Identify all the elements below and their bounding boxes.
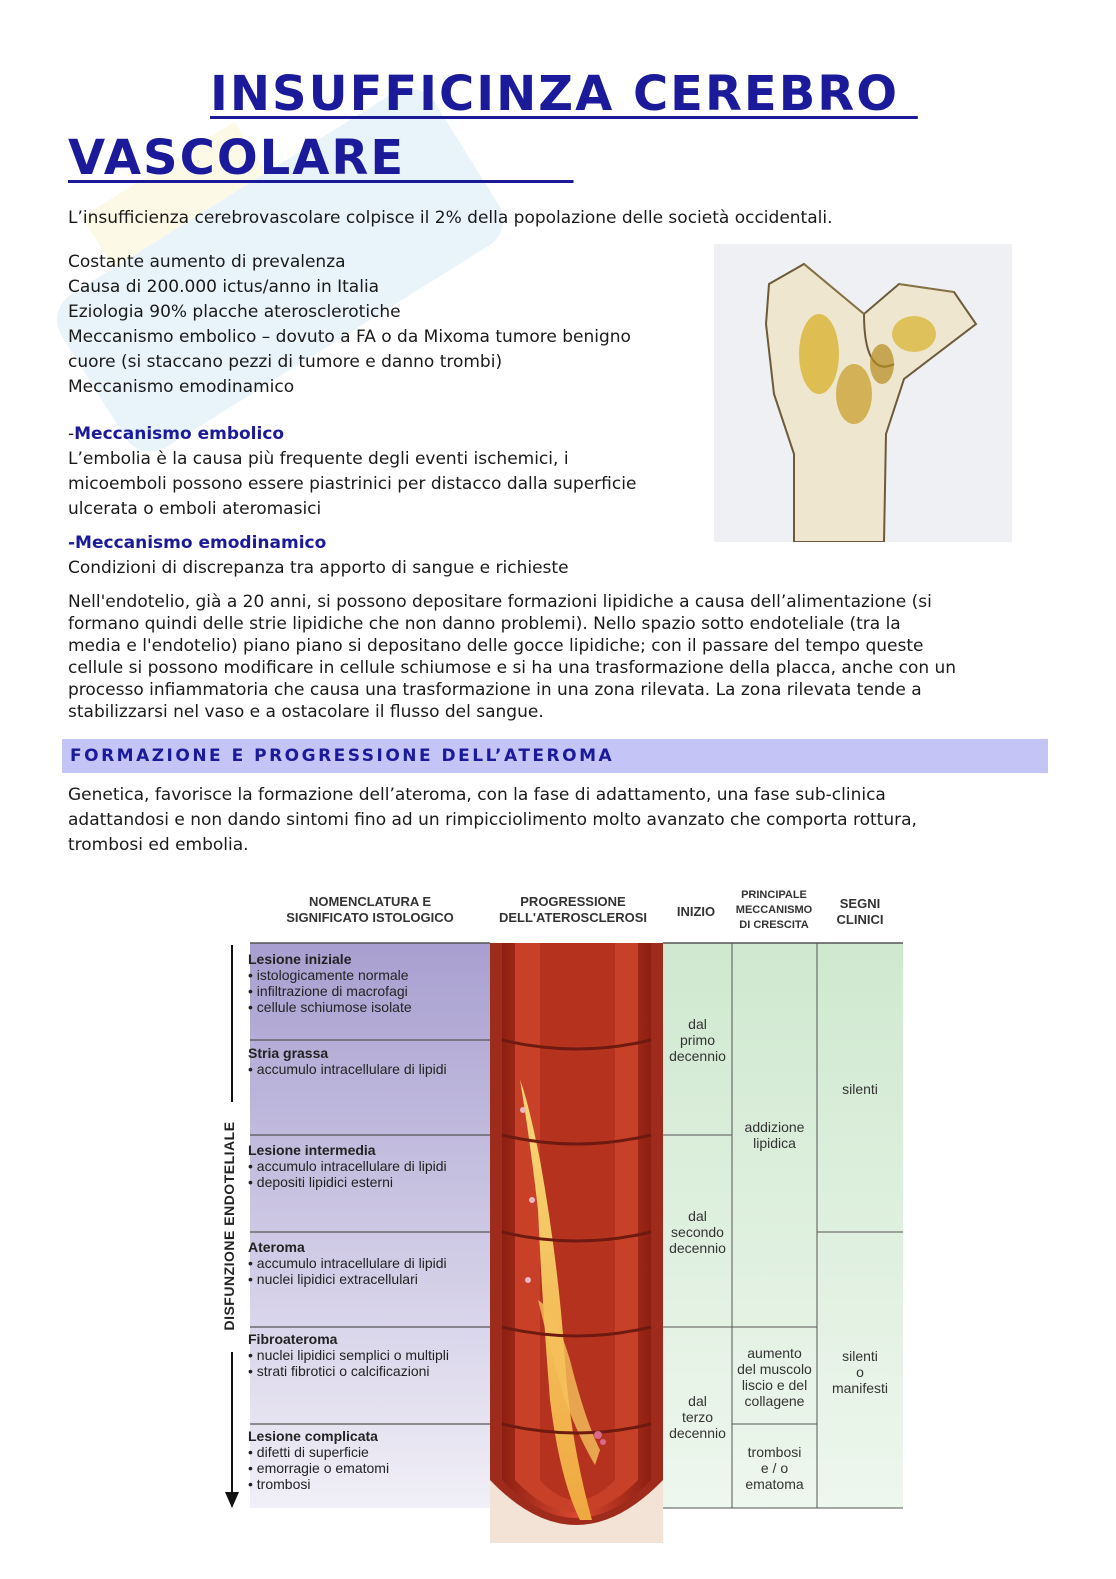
stage-item: • strati fibrotici o calcificazioni [248, 1363, 430, 1379]
stage-name: Lesione complicata [248, 1428, 378, 1444]
cell-line: dal [688, 1393, 707, 1409]
stage-lesione-complicata [248, 1428, 488, 1492]
stage-item: • accumulo intracellulare di lipidi [248, 1255, 447, 1271]
stage-item: • accumulo intracellulare di lipidi [248, 1061, 447, 1077]
cell-line: dal [688, 1208, 707, 1224]
paragraph-line: processo infiammatoria che causa una trasformazione in una zona rilevata. La zona rilevata tende a [68, 680, 922, 700]
inizio-terzo [663, 1393, 732, 1441]
header-segni [820, 896, 900, 928]
header-line: SIGNIFICATO ISTOLOGICO [286, 910, 454, 925]
inizio-primo [663, 1016, 732, 1064]
facts-list [68, 250, 708, 400]
paragraph-line: formano quindi delle strie lipidiche che non danno problemi). Nello spazio sotto endoteliale (tra la [68, 614, 901, 634]
header-line: DELL'ATEROSCLEROSI [498, 910, 648, 925]
stage-item: • trombosi [248, 1476, 311, 1492]
fact-item: Eziologia 90% placche aterosclerotiche [68, 302, 401, 322]
stage-name: Ateroma [248, 1239, 305, 1255]
artery-illustration [714, 244, 1012, 542]
stage-stria-grassa [248, 1045, 488, 1077]
stage-item: • emorragie o ematomi [248, 1460, 390, 1476]
inizio-secondo [663, 1208, 732, 1256]
stage-lesione-iniziale [248, 951, 488, 1015]
stage-name: Lesione iniziale [248, 951, 352, 967]
cell-line: dal [688, 1016, 707, 1032]
header-meccanismo [728, 888, 820, 933]
vessel-illustration [490, 943, 663, 1543]
embolico-line: ulcerata o emboli ateromasici [68, 499, 322, 519]
genetica-paragraph [68, 783, 1058, 858]
stage-item: • infiltrazione di macrofagi [248, 983, 408, 999]
emodinamico-block [68, 531, 708, 581]
paragraph-line: adattandosi e non dando sintomi fino ad un rimpicciolimento molto avanzato che comporta rottura, [68, 810, 917, 830]
cell-line: silenti [842, 1081, 878, 1097]
side-label: DISFUNZIONE ENDOTELIALE [221, 1121, 237, 1331]
stage-item: • accumulo intracellulare di lipidi [248, 1158, 447, 1174]
header-line: NOMENCLATURA E [308, 894, 432, 909]
stage-panel-bg [250, 943, 490, 1508]
atherosclerosis-figure [220, 880, 910, 1570]
cell-line: del muscolo [737, 1361, 812, 1377]
header-line: DI CRESCITA [739, 919, 809, 931]
cell-line: terzo [681, 1409, 714, 1425]
embolico-line: micoemboli possono essere piastrinici per distacco dalla superficie [68, 474, 637, 494]
fact-item: Costante aumento di prevalenza [68, 252, 346, 272]
embolico-line: L’embolia è la causa più frequente degli eventi ischemici, i [68, 449, 569, 469]
page-title-line1: INSUFFICINZA CEREBRO [210, 66, 918, 122]
segni-silenti-manifesti [817, 1348, 903, 1396]
embolico-block [68, 422, 708, 522]
header-line: PROGRESSIONE [520, 894, 626, 909]
fact-item: cuore (si staccano pezzi di tumore e danno trombi) [68, 352, 503, 372]
emodinamico-line: Condizioni di discrepanza tra apporto di sangue e richieste [68, 558, 569, 578]
meccanismo-muscolo [732, 1345, 817, 1409]
cell-line: ematoma [745, 1476, 804, 1492]
fact-item: Meccanismo emodinamico [68, 377, 295, 397]
cell-line: silenti [842, 1348, 878, 1364]
stage-name: Fibroateroma [248, 1331, 338, 1347]
stage-name: Lesione intermedia [248, 1142, 376, 1158]
cell-line: e / o [760, 1460, 789, 1476]
endotelio-paragraph [68, 591, 1058, 723]
cell-line: decennio [669, 1240, 726, 1256]
embolico-dash: - [68, 424, 75, 444]
fact-item: Causa di 200.000 ictus/anno in Italia [68, 277, 380, 297]
fact-item: Meccanismo embolico – dovuto a FA o da Mixoma tumore benigno [68, 327, 631, 347]
section-heading-band [62, 739, 1048, 773]
cell-line: decennio [669, 1425, 726, 1441]
paragraph-line: stabilizzarsi nel vaso e a ostacolare il flusso del sangue. [68, 702, 544, 722]
header-nomenclatura [260, 894, 480, 926]
embolico-heading: Meccanismo embolico [74, 424, 285, 444]
cell-line: aumento [747, 1345, 802, 1361]
paragraph-line: cellule si possono modificare in cellule schiumose e si ha una trasformazione della placca, anche con un [68, 658, 957, 678]
cell-line: lipidica [753, 1135, 796, 1151]
stage-lesione-intermedia [248, 1142, 488, 1190]
stage-item: • difetti di superficie [248, 1444, 369, 1460]
paragraph-line: Genetica, favorisce la formazione dell’ateroma, con la fase di adattamento, una fase sub-clinica [68, 785, 886, 805]
cell-line: primo [679, 1032, 715, 1048]
stage-fibroateroma [248, 1331, 488, 1379]
cell-line: decennio [669, 1048, 726, 1064]
cell-line: secondo [671, 1224, 724, 1240]
emodinamico-heading: -Meccanismo emodinamico [68, 533, 327, 553]
stage-item: • depositi lipidici esterni [248, 1174, 393, 1190]
cell-line: manifesti [831, 1380, 889, 1396]
stage-item: • nuclei lipidici semplici o multipli [248, 1347, 449, 1363]
cell-line: addizione [744, 1119, 805, 1135]
stage-item: • istologicamente normale [248, 967, 409, 983]
header-progressione [478, 894, 668, 926]
intro-text: L’insufficienza cerebrovascolare colpisce il 2% della popolazione delle società occidentali. [68, 208, 833, 228]
stage-name: Stria grassa [248, 1045, 329, 1061]
cell-line: collagene [744, 1393, 805, 1409]
header-line: CLINICI [836, 912, 884, 927]
paragraph-line: Nell'endotelio, già a 20 anni, si possono depositare formazioni lipidiche a causa dell’alimentazione (si [68, 592, 932, 612]
cell-line: liscio e del [741, 1377, 808, 1393]
header-line: MECCANISMO [735, 904, 813, 916]
meccanismo-addizione [732, 1119, 817, 1151]
header-line: SEGNI [839, 896, 881, 911]
header-line: PRINCIPALE [741, 889, 807, 901]
header-inizio: INIZIO [676, 904, 716, 919]
page-title-line2: VASCOLARE [68, 130, 574, 186]
meccanismo-trombosi [732, 1444, 817, 1492]
cell-line: trombosi [747, 1444, 802, 1460]
paragraph-line: media e l'endotelio) piano piano si depositano delle gocce lipidiche; con il passare del tempo queste [68, 636, 924, 656]
stage-item: • nuclei lipidici extracellulari [248, 1271, 418, 1287]
cell-line: o [856, 1364, 864, 1380]
stage-item: • cellule schiumose isolate [248, 999, 412, 1015]
segni-silenti [817, 1081, 903, 1097]
paragraph-line: trombosi ed embolia. [68, 835, 249, 855]
stage-ateroma [248, 1239, 488, 1287]
section-heading: FORMAZIONE E PROGRESSIONE DELL’ATEROMA [70, 746, 615, 766]
